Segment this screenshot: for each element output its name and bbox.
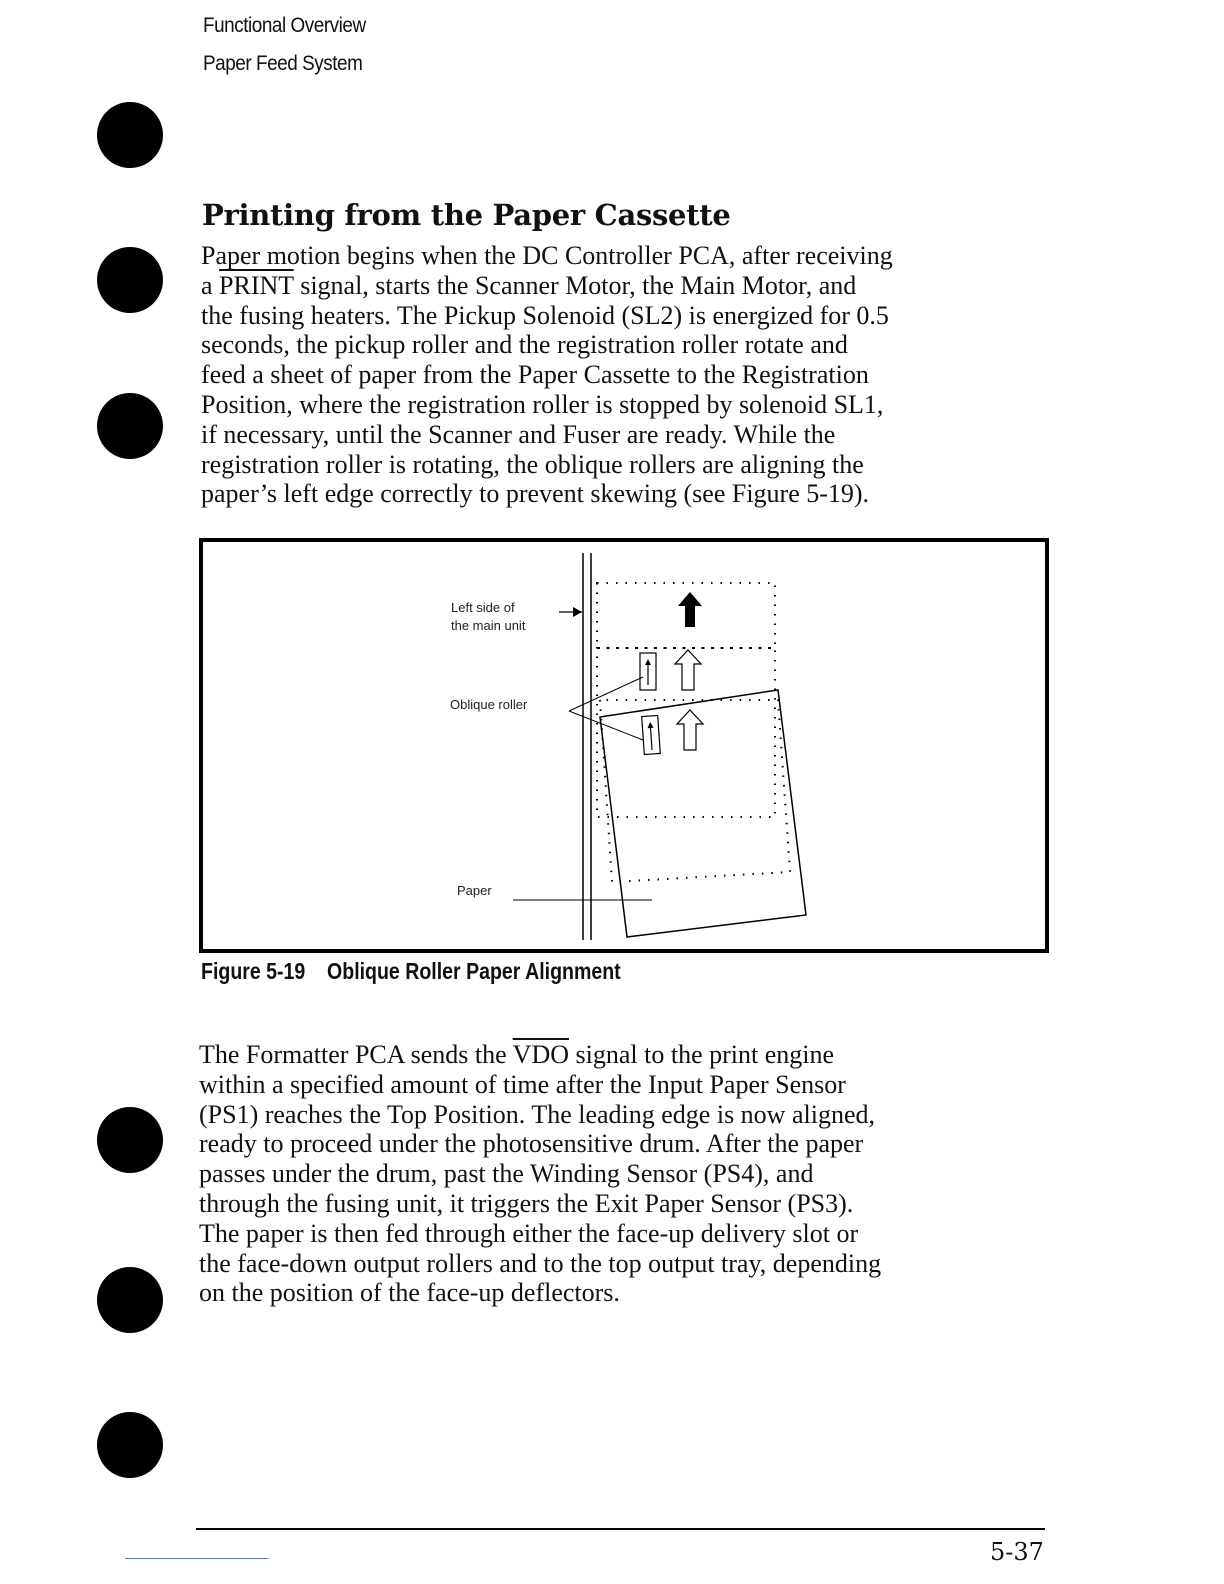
text-line: on the position of the face-up deflectors. xyxy=(199,1278,620,1308)
text-line: passes under the drum, past the Winding Sensor (PS4), and xyxy=(199,1159,814,1189)
paragraph-2 xyxy=(199,1040,881,1308)
hollow-arrow-icon xyxy=(675,650,701,690)
footer-rule xyxy=(196,1528,1045,1530)
vdo-signal: $\overline{VDO}$ xyxy=(512,1040,570,1069)
figure-frame xyxy=(201,540,1047,951)
text-line: ready to proceed under the photosensitive drum. After the paper xyxy=(199,1129,864,1159)
footer-mark xyxy=(125,1558,268,1559)
text-line: Position, where the registration roller is stopped by solenoid SL1, xyxy=(201,389,884,419)
label-main-unit: the main unit xyxy=(451,618,526,633)
print-signal: PRINT xyxy=(219,270,294,300)
text: signal to the print engine xyxy=(569,1040,835,1069)
label-oblique-roller: Oblique roller xyxy=(450,697,528,712)
text-line: through the fusing unit, it triggers the Exit Paper Sensor (PS3). xyxy=(199,1188,854,1218)
page-title: Printing from the Paper Cassette xyxy=(202,198,731,232)
text-line: The paper is then fed through either the face-up delivery slot or xyxy=(199,1218,859,1248)
page-number: 5-37 xyxy=(990,1538,1044,1566)
figure-number: Figure 5-19 xyxy=(201,958,306,984)
label-left-side: Left side of xyxy=(451,600,515,615)
text-line: feed a sheet of paper from the Paper Cassette to the Registration xyxy=(201,360,869,390)
label-paper: Paper xyxy=(457,883,492,898)
text-line: paper’s left edge correctly to prevent skewing (see Figure 5-19). xyxy=(201,479,870,509)
text-line: the fusing heaters. The Pickup Solenoid (SL2) is energized for 0.5 xyxy=(201,300,889,330)
header-subsection: Paper Feed System xyxy=(203,52,363,75)
text: The Formatter PCA sends the xyxy=(199,1040,513,1069)
text-line: if necessary, until the Scanner and Fuser are ready. While the xyxy=(201,419,836,449)
text: signal, starts the Scanner Motor, the Main Motor, and xyxy=(300,270,857,300)
text-line: (PS1) reaches the Top Position. The leading edge is now aligned, xyxy=(199,1099,875,1129)
text-line xyxy=(199,1040,881,1070)
text: a xyxy=(201,270,220,300)
feed-direction-arrow-icon xyxy=(678,592,702,627)
text-line: the face-down output rollers and to the top output tray, depending xyxy=(199,1248,882,1278)
text-line: Paper motion begins when the DC Controller PCA, after receiving xyxy=(201,241,893,270)
pointer-arrow-icon xyxy=(573,607,582,617)
header-section: Functional Overview xyxy=(203,14,366,37)
text-line: within a specified amount of time after the Input Paper Sensor xyxy=(199,1069,846,1099)
text-line: seconds, the pickup roller and the registration roller rotate and xyxy=(201,330,848,360)
hollow-arrow-icon xyxy=(677,710,703,750)
figure-caption xyxy=(201,958,621,985)
text-line: registration roller is rotating, the oblique rollers are aligning the xyxy=(201,449,864,479)
figure-title: Oblique Roller Paper Alignment xyxy=(327,958,621,984)
